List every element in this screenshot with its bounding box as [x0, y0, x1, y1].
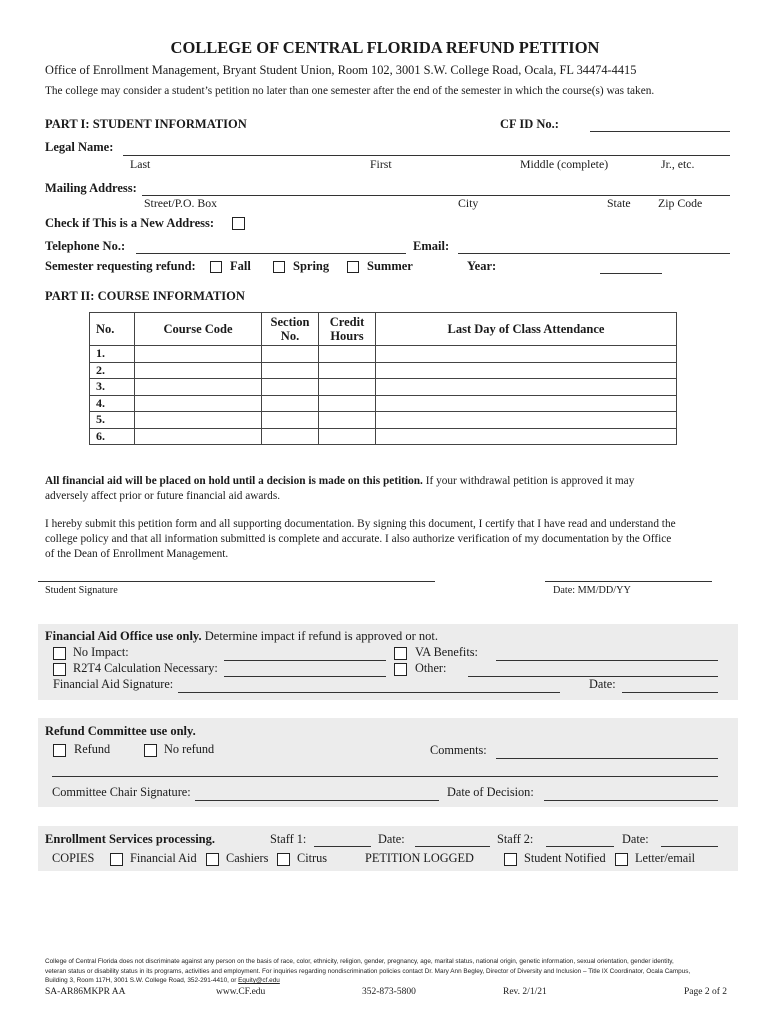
course-row — [90, 362, 677, 379]
last-day-cell[interactable] — [376, 379, 677, 396]
section-cell[interactable] — [262, 346, 319, 363]
part2-heading: PART II: COURSE INFORMATION — [45, 289, 245, 303]
chair-signature-label: Committee Chair Signature: — [52, 785, 191, 799]
summer-checkbox[interactable] — [347, 261, 359, 273]
letter-email-checkbox[interactable] — [615, 853, 628, 866]
row-number: 6. — [90, 428, 135, 445]
legal-name-label: Legal Name: — [45, 140, 114, 154]
year-label: Year: — [467, 259, 497, 273]
row-number: 5. — [90, 412, 135, 429]
staff1-field[interactable] — [314, 846, 371, 847]
new-address-checkbox[interactable] — [232, 217, 245, 230]
fa-date-field[interactable] — [622, 692, 718, 693]
staff2-label: Staff 2: — [497, 832, 534, 846]
address-sub-zip: Zip Code — [658, 196, 703, 210]
page-title: COLLEGE OF CENTRAL FLORIDA REFUND PETITION — [170, 38, 600, 57]
petition-logged-label: PETITION LOGGED — [365, 851, 474, 865]
certification-text — [45, 517, 676, 562]
student-signature-label: Student Signature — [45, 585, 118, 596]
name-sub-middle: Middle (complete) — [520, 157, 609, 171]
va-benefits-checkbox[interactable] — [394, 647, 407, 660]
row-number: 3. — [90, 379, 135, 396]
refund-checkbox[interactable] — [53, 744, 66, 757]
course-table — [89, 312, 677, 445]
section-cell[interactable] — [262, 412, 319, 429]
fa-signature-field[interactable] — [178, 692, 560, 693]
credit-hours-cell[interactable] — [319, 362, 376, 379]
enrollment-heading: Enrollment Services processing. — [45, 832, 216, 846]
course-code-cell[interactable] — [135, 346, 262, 363]
section-header-line2: No. — [280, 329, 300, 343]
date1-field[interactable] — [415, 846, 490, 847]
section-cell[interactable] — [262, 362, 319, 379]
date1-label: Date: — [378, 832, 405, 846]
credit-hours-cell[interactable] — [319, 412, 376, 429]
phone-number: 352-873-5800 — [362, 987, 416, 997]
financial-aid-notice-rest: If your withdrawal petition is approved it may — [425, 475, 635, 487]
financial-aid-notice — [45, 474, 634, 504]
spring-checkbox[interactable] — [273, 261, 285, 273]
chair-signature-field[interactable] — [195, 800, 439, 801]
summer-label: Summer — [367, 259, 413, 273]
year-field[interactable] — [600, 273, 662, 274]
last-day-cell[interactable] — [376, 346, 677, 363]
legal-name-field[interactable] — [123, 155, 730, 156]
name-sub-last: Last — [130, 157, 151, 171]
no-impact-label: No Impact: — [73, 645, 129, 659]
course-row — [90, 379, 677, 396]
course-code-cell[interactable] — [135, 362, 262, 379]
course-code-cell[interactable] — [135, 412, 262, 429]
course-code-cell[interactable] — [135, 428, 262, 445]
semester-label: Semester requesting refund: — [45, 259, 196, 273]
credit-hours-cell[interactable] — [319, 395, 376, 412]
last-day-cell[interactable] — [376, 362, 677, 379]
staff2-field[interactable] — [546, 846, 614, 847]
credit-header-line1: Credit — [329, 315, 365, 329]
cashiers-checkbox[interactable] — [206, 853, 219, 866]
website-link[interactable]: www.CF.edu — [216, 987, 266, 997]
r2t4-checkbox[interactable] — [53, 663, 66, 676]
address-sub-state: State — [607, 196, 631, 210]
comments-field[interactable] — [496, 758, 718, 759]
va-benefits-label: VA Benefits: — [415, 645, 478, 659]
new-address-label: Check if This is a New Address: — [45, 216, 215, 230]
name-sub-suffix: Jr., etc. — [661, 157, 695, 171]
col-last-day-header: Last Day of Class Attendance — [376, 313, 677, 346]
mailing-address-field[interactable] — [142, 195, 730, 196]
footer-line-2: veteran status or disability status in its programs, activities and employment. For inquiries regarding nondiscrimination policies contact Dr. Mary Ann Begley, Director of Diversity and Inclusion – Title IX Coordinator, Ocala Campus, — [45, 967, 691, 975]
fall-label: Fall — [230, 259, 251, 273]
last-day-cell[interactable] — [376, 395, 677, 412]
row-number: 4. — [90, 395, 135, 412]
cashiers-label: Cashiers — [226, 851, 269, 865]
va-benefits-field[interactable] — [496, 660, 718, 661]
col-no-header: No. — [90, 313, 135, 346]
col-course-code-header: Course Code — [135, 313, 262, 346]
date2-field[interactable] — [661, 846, 718, 847]
section-cell[interactable] — [262, 395, 319, 412]
refund-label: Refund — [74, 742, 111, 756]
signature-date-field[interactable] — [545, 581, 712, 582]
spring-label: Spring — [293, 259, 330, 273]
telephone-field[interactable] — [136, 253, 406, 254]
cf-id-label: CF ID No.: — [500, 117, 559, 131]
student-notified-checkbox[interactable] — [504, 853, 517, 866]
row-number: 1. — [90, 346, 135, 363]
course-row — [90, 395, 677, 412]
financial-aid-notice-bold: All financial aid will be placed on hold until a decision is made on this petition. — [45, 475, 423, 487]
no-impact-field[interactable] — [224, 660, 386, 661]
footer-line-3-text: Building 3, Room 117H, 3001 S.W. College Road, 352-291-4410, or — [45, 977, 237, 984]
address-sub-city: City — [458, 196, 479, 210]
letter-email-label: Letter/email — [635, 851, 696, 865]
fa-signature-label: Financial Aid Signature: — [53, 677, 174, 691]
date-decision-field[interactable] — [544, 800, 718, 801]
mailing-address-label: Mailing Address: — [45, 181, 137, 195]
course-code-cell[interactable] — [135, 395, 262, 412]
student-signature-field[interactable] — [38, 581, 435, 582]
page-number: Page 2 of 2 — [684, 987, 728, 997]
other-label: Other: — [415, 661, 447, 675]
section-cell[interactable] — [262, 379, 319, 396]
course-row — [90, 346, 677, 363]
nondiscrimination-statement — [45, 957, 690, 986]
student-notified-label: Student Notified — [524, 851, 606, 865]
row-number: 2. — [90, 362, 135, 379]
email-field[interactable] — [458, 253, 730, 254]
citrus-label: Citrus — [297, 851, 328, 865]
credit-hours-cell[interactable] — [319, 379, 376, 396]
financial-aid-checkbox[interactable] — [110, 853, 123, 866]
telephone-label: Telephone No.: — [45, 239, 126, 253]
r2t4-label: R2T4 Calculation Necessary: — [73, 661, 218, 675]
date-decision-label: Date of Decision: — [447, 785, 534, 799]
address-sub-street: Street/P.O. Box — [144, 196, 218, 210]
revision-date: Rev. 2/1/21 — [503, 987, 547, 997]
intro-text: The college may consider a student’s petition no later than one semester after the end of the semester in which the course(s) was taken. — [45, 85, 655, 97]
copies-label: COPIES — [52, 851, 95, 865]
footer-line-3 — [45, 976, 690, 986]
section-header-line1: Section — [270, 315, 310, 329]
r2t4-field[interactable] — [224, 676, 386, 677]
certification-line-2: college policy and that all information submitted is complete and accurate. I also authorize verification of my documentation by the Office — [45, 533, 672, 545]
credit-header-line2: Hours — [330, 329, 364, 343]
date2-label: Date: — [622, 832, 649, 846]
part1-heading: PART I: STUDENT INFORMATION — [45, 117, 247, 131]
col-section-header — [262, 313, 319, 346]
fall-checkbox[interactable] — [210, 261, 222, 273]
certification-line-1: I hereby submit this petition form and all supporting documentation. By signing this document, I certify that I have read and understand the — [45, 518, 676, 530]
form-code: SA-AR86MKPR AA — [45, 987, 126, 997]
section-cell[interactable] — [262, 428, 319, 445]
financial-aid-label: Financial Aid — [130, 851, 197, 865]
footer-line-1: College of Central Florida does not discriminate against any person on the basis of race, color, ethnicity, religion, gender, pregnancy, age, marital status, national origin, genetic information, sexual orientation, gender identity, — [45, 958, 674, 965]
committee-heading: Refund Committee use only. — [45, 724, 196, 738]
last-day-cell[interactable] — [376, 412, 677, 429]
equity-email-link[interactable]: Equity@cf.edu — [238, 977, 280, 984]
course-row — [90, 428, 677, 445]
course-code-cell[interactable] — [135, 379, 262, 396]
cf-id-field[interactable] — [590, 131, 730, 132]
last-day-cell[interactable] — [376, 428, 677, 445]
email-label: Email: — [413, 239, 450, 253]
no-impact-checkbox[interactable] — [53, 647, 66, 660]
col-credit-header — [319, 313, 376, 346]
staff1-label: Staff 1: — [270, 832, 307, 846]
credit-hours-cell[interactable] — [319, 346, 376, 363]
name-sub-first: First — [370, 157, 392, 171]
fa-date-label: Date: — [589, 677, 616, 691]
no-refund-checkbox[interactable] — [144, 744, 157, 757]
signature-date-label: Date: MM/DD/YY — [553, 585, 631, 596]
comments-field-2[interactable] — [52, 776, 718, 777]
credit-hours-cell[interactable] — [319, 428, 376, 445]
office-address: Office of Enrollment Management, Bryant Student Union, Room 102, 3001 S.W. College Road, Ocala, FL 34474-4415 — [45, 63, 637, 77]
course-row — [90, 412, 677, 429]
certification-line-3: of the Dean of Enrollment Management. — [45, 548, 229, 560]
fa-heading — [45, 629, 438, 644]
financial-aid-notice-rest-2: adversely affect prior or future financial aid awards. — [45, 490, 281, 502]
citrus-checkbox[interactable] — [277, 853, 290, 866]
no-refund-label: No refund — [164, 742, 215, 756]
other-checkbox[interactable] — [394, 663, 407, 676]
comments-label: Comments: — [430, 743, 487, 757]
fa-heading-rest: Determine impact if refund is approved or not. — [204, 629, 439, 643]
fa-heading-bold: Financial Aid Office use only. — [45, 629, 202, 643]
